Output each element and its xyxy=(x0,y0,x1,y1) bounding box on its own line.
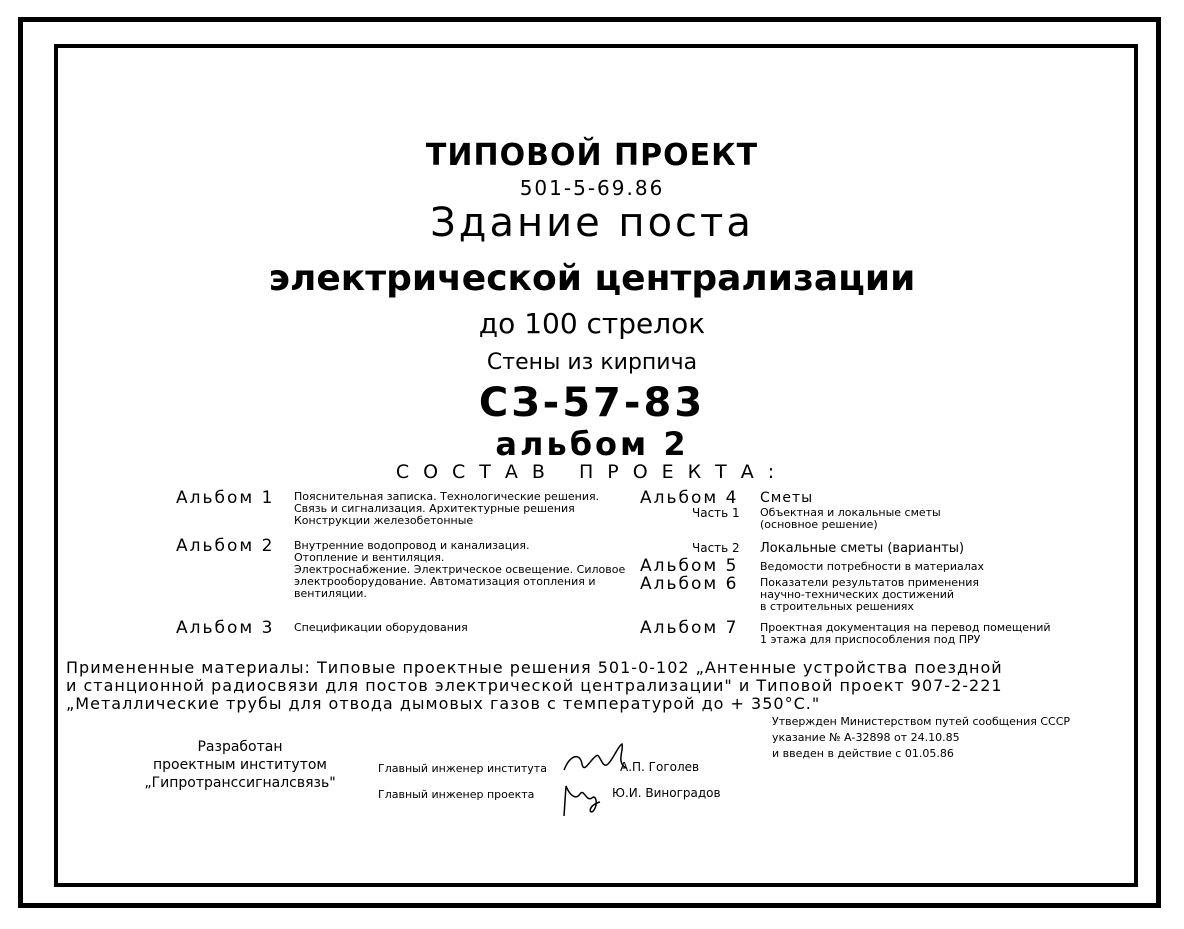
album-4-label: Альбом 4 xyxy=(640,488,739,508)
album-2-desc: Внутренние водопровод и канализация. Отопление и вентиляция. Электроснабжение. Электрическое освещение. Силовое электрооборудование. Автоматизация отопления и вентиляции. xyxy=(294,539,626,600)
project-number: 501-5-69.86 xyxy=(519,176,665,200)
part-1-desc: Объектная и локальные сметы (основное решение) xyxy=(760,506,941,531)
part-1-label: Часть 1 xyxy=(692,506,740,520)
project-code: СЗ-57-83 xyxy=(478,380,706,426)
album-7-desc: Проектная документация на перевод помещений 1 этажа для приспособления под ПРУ xyxy=(760,621,1051,646)
subtitle: Стены из кирпича xyxy=(486,350,698,375)
signature-name-1: А.П. Гоголев xyxy=(620,760,700,774)
album-number: альбом 2 xyxy=(495,425,689,463)
title-line-2: электрической централизации xyxy=(268,258,916,299)
developer-block: Разработан проектным институтом „Гипротранссигналсвязь" xyxy=(144,739,336,791)
materials-line-2: и станционной радиосвязи для постов электрической централизации" и Типовой проект 907-2-221 xyxy=(66,676,1003,695)
album-1-label: Альбом 1 xyxy=(176,488,275,508)
album-3-desc: Спецификации оборудования xyxy=(294,621,468,634)
album-5-desc: Ведомости потребности в материалах xyxy=(760,560,985,573)
composition-heading: СОСТАВ ПРОЕКТА: xyxy=(395,461,789,483)
project-type: ТИПОВОЙ ПРОЕКТ xyxy=(425,138,759,173)
album-1-desc: Пояснительная записка. Технологические решения. Связь и сигнализация. Архитектурные решения Конструкции железобетонные xyxy=(294,490,600,527)
album-6-desc: Показатели результатов применения научно-технических достижений в строительных решениях xyxy=(760,576,980,613)
album-7-label: Альбом 7 xyxy=(640,618,739,638)
album-6-label: Альбом 6 xyxy=(640,574,739,594)
materials-line-1: Примененные материалы: Типовые проектные решения 501-0-102 „Антенные устройства поездной xyxy=(66,658,1003,677)
approval-block: Утвержден Министерством путей сообщения СССР указание № А-32898 от 24.10.85 и введен в действие с 01.05.86 xyxy=(772,715,1071,760)
signature-scribble-2 xyxy=(556,776,606,820)
album-3-label: Альбом 3 xyxy=(176,618,275,638)
signature-role-1: Главный инженер института xyxy=(378,762,547,775)
album-4-text: Сметы xyxy=(760,490,814,506)
part-2-label: Часть 2 xyxy=(692,541,740,555)
signature-role-2: Главный инженер проекта xyxy=(378,788,535,801)
title-line-1: Здание поста xyxy=(430,200,754,246)
materials-line-3: „Металлические трубы для отвода дымовых газов с температурой до + 350°С." xyxy=(66,694,821,713)
part-2-desc: Локальные сметы (варианты) xyxy=(760,541,965,556)
title-line-3: до 100 стрелок xyxy=(478,307,706,340)
album-5-label: Альбом 5 xyxy=(640,556,739,576)
album-2-label: Альбом 2 xyxy=(176,536,275,556)
signature-name-2: Ю.И. Виноградов xyxy=(612,786,721,800)
